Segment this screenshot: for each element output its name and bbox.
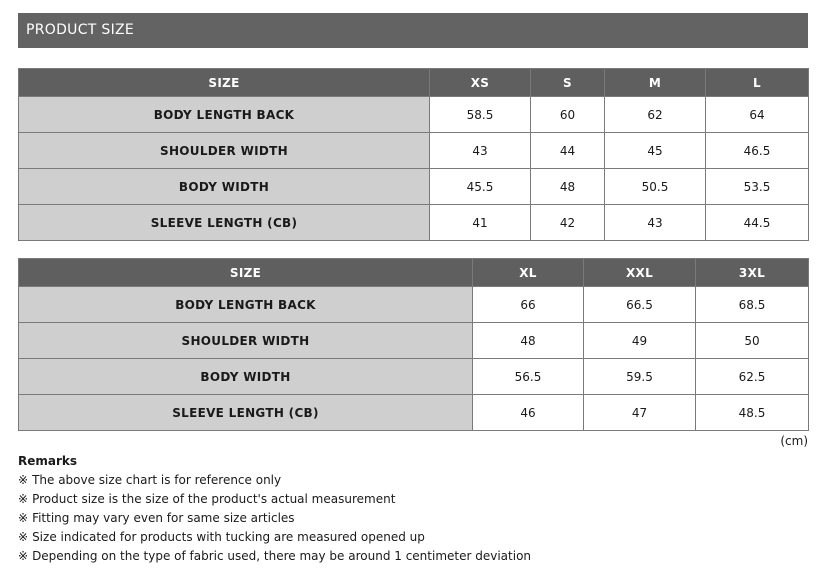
table-cell: 50 (696, 323, 809, 359)
remark-text: Product size is the size of the product's actual measurement (32, 492, 396, 506)
table-row (19, 169, 809, 205)
remark-text: Fitting may vary even for same size articles (32, 511, 295, 525)
table-cell: 48 (531, 169, 605, 205)
size-table-large (18, 258, 809, 431)
table-cell: 58.5 (430, 97, 531, 133)
table-cell: 43 (605, 205, 706, 241)
table-cell: 44.5 (706, 205, 809, 241)
table-row (19, 359, 809, 395)
table-cell: 64 (706, 97, 809, 133)
row-label: SLEEVE LENGTH (CB) (19, 205, 430, 241)
remarks-title: Remarks (18, 454, 78, 468)
reference-mark-icon: ※ (18, 530, 29, 544)
column-header: 3XL (696, 259, 809, 287)
row-label: SHOULDER WIDTH (19, 133, 430, 169)
column-header: XL (473, 259, 584, 287)
reference-mark-icon: ※ (18, 492, 29, 506)
table-row (19, 395, 809, 431)
table-cell: 68.5 (696, 287, 809, 323)
remarks-section (18, 452, 531, 566)
page-title: PRODUCT SIZE (18, 13, 808, 48)
column-header: XS (430, 69, 531, 97)
table-cell: 62.5 (696, 359, 809, 395)
table-cell: 44 (531, 133, 605, 169)
remark-text: The above size chart is for reference only (32, 473, 282, 487)
row-label: BODY LENGTH BACK (19, 97, 430, 133)
table-cell: 46.5 (706, 133, 809, 169)
table-cell: 48.5 (696, 395, 809, 431)
table-row (19, 323, 809, 359)
table-cell: 66 (473, 287, 584, 323)
row-label: BODY WIDTH (19, 359, 473, 395)
column-header: L (706, 69, 809, 97)
table-cell: 41 (430, 205, 531, 241)
table-cell: 59.5 (584, 359, 696, 395)
remark-item (18, 547, 531, 566)
table-cell: 66.5 (584, 287, 696, 323)
reference-mark-icon: ※ (18, 549, 29, 563)
column-header: M (605, 69, 706, 97)
table-header-row (19, 259, 809, 287)
row-label: BODY LENGTH BACK (19, 287, 473, 323)
table-header-row (19, 69, 809, 97)
table-row (19, 287, 809, 323)
remark-text: Size indicated for products with tucking are measured opened up (32, 530, 425, 544)
remark-text: Depending on the type of fabric used, there may be around 1 centimeter deviation (32, 549, 532, 563)
table-cell: 47 (584, 395, 696, 431)
unit-label: (cm) (780, 434, 808, 448)
size-table-small (18, 68, 809, 241)
table-cell: 43 (430, 133, 531, 169)
table-row (19, 133, 809, 169)
remark-item (18, 528, 531, 547)
table-cell: 46 (473, 395, 584, 431)
remark-item (18, 509, 531, 528)
table-cell: 45.5 (430, 169, 531, 205)
row-label: SLEEVE LENGTH (CB) (19, 395, 473, 431)
reference-mark-icon: ※ (18, 473, 29, 487)
column-header: XXL (584, 259, 696, 287)
table-cell: 62 (605, 97, 706, 133)
table-cell: 53.5 (706, 169, 809, 205)
remark-item (18, 471, 531, 490)
table-cell: 49 (584, 323, 696, 359)
row-label: SHOULDER WIDTH (19, 323, 473, 359)
reference-mark-icon: ※ (18, 511, 29, 525)
table-cell: 45 (605, 133, 706, 169)
column-header: S (531, 69, 605, 97)
column-header: SIZE (19, 69, 430, 97)
table-cell: 56.5 (473, 359, 584, 395)
table-cell: 50.5 (605, 169, 706, 205)
table-row (19, 97, 809, 133)
table-cell: 42 (531, 205, 605, 241)
remark-item (18, 490, 531, 509)
table-row (19, 205, 809, 241)
row-label: BODY WIDTH (19, 169, 430, 205)
table-cell: 48 (473, 323, 584, 359)
table-cell: 60 (531, 97, 605, 133)
column-header: SIZE (19, 259, 473, 287)
